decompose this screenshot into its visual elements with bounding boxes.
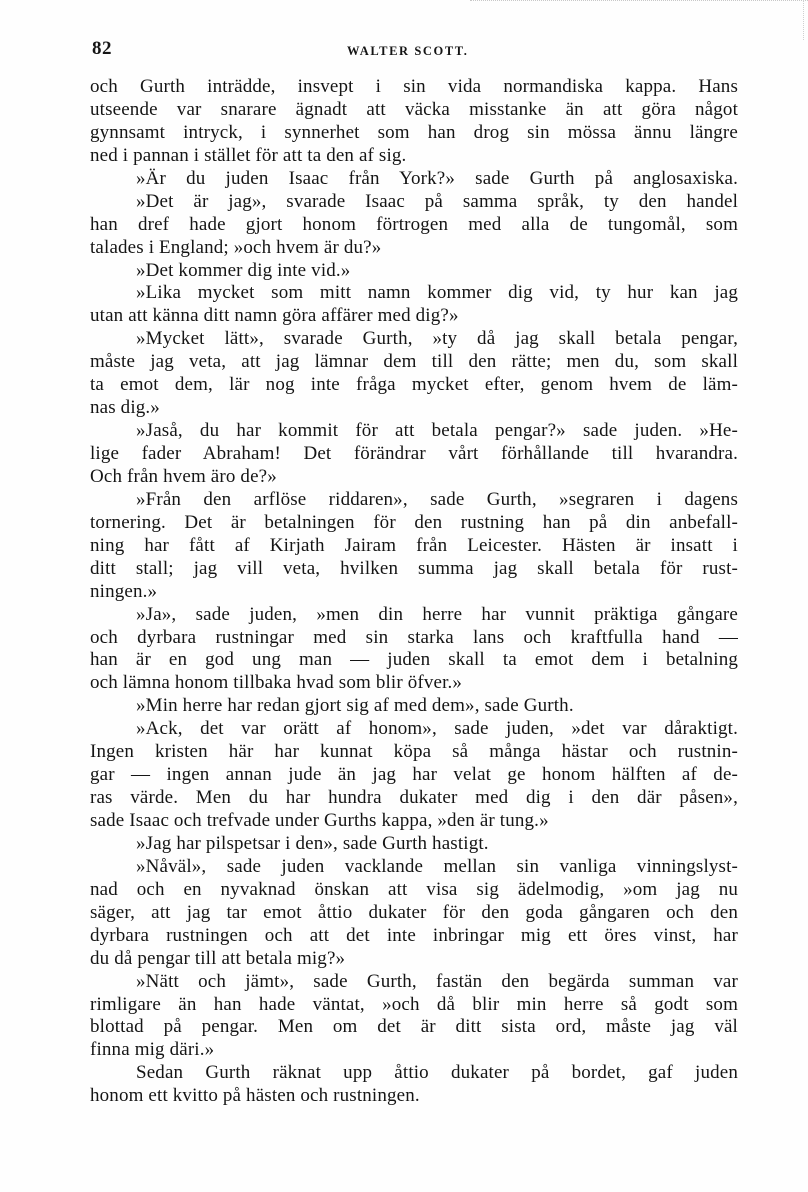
- running-head: WALTER SCOTT.: [347, 44, 469, 58]
- text-line: och lämna honom tillbaka hvad som blir öfver.»: [90, 672, 463, 694]
- text-line: utan att känna ditt namn göra affärer med dig?»: [90, 305, 459, 327]
- text-line: Ingen kristen här har kunnat köpa så många hästar och rustnin-: [90, 741, 738, 763]
- text-line: rimligare än han hade väntat, »och då blir min herre så godt som: [90, 993, 738, 1015]
- text-line: utseende var snarare ägnadt att väcka misstanke än att göra något: [90, 98, 738, 120]
- scan-border-top: [470, 0, 808, 3]
- text-line: ta emot dem, lär nog inte fråga mycket efter, genom hvem de läm-: [90, 374, 738, 396]
- text-line: gynnsamt intryck, i synnerhet som han drog sin mössa ännu längre: [90, 121, 738, 143]
- text-line: »Lika mycket som mitt namn kommer dig vid, ty hur kan jag: [136, 282, 738, 304]
- text-line: »Nätt och jämt», sade Gurth, fastän den begärda summan var: [136, 970, 738, 992]
- text-line: och Gurth inträdde, insvept i sin vida normandiska kappa. Hans: [90, 76, 738, 97]
- text-line: dyrbara rustningen och att det inte inbringar mig ett öres vinst, har: [90, 924, 738, 946]
- text-line: och dyrbara rustningar med sin starka lans och kraftfulla hand —: [90, 626, 738, 648]
- text-line: finna mig däri.»: [90, 1039, 215, 1061]
- text-line: sade Isaac och trefvade under Gurths kappa, »den är tung.»: [90, 810, 549, 831]
- text-line: »Det kommer dig inte vid.»: [136, 259, 351, 281]
- text-line: »Mycket lätt», svarade Gurth, »ty då jag skall betala pengar,: [136, 328, 738, 350]
- text-line: »Ack, det var orätt af honom», sade juden, »det var dåraktigt.: [136, 718, 738, 740]
- text-line: »Är du juden Isaac från York?» sade Gurth på anglosaxiska.: [136, 167, 738, 189]
- text-line: ningen.»: [90, 580, 158, 602]
- page-number: 82: [92, 38, 112, 59]
- text-line: blottad på pengar. Men om det är ditt sista ord, måste jag väl: [90, 1016, 738, 1038]
- text-line: han dref hade gjort honom förtrogen med alla de tungomål, som: [90, 213, 738, 235]
- text-line: »Jaså, du har kommit för att betala pengar?» sade juden. »He-: [136, 420, 738, 442]
- text-line: måste jag veta, att jag lämnar dem till den rätte; men du, som skall: [90, 351, 738, 373]
- text-line: »Ja», sade juden, »men din herre har vunnit präktiga gångare: [136, 603, 738, 625]
- text-line: gar — ingen annan jude än jag har velat ge honom hälften af de-: [90, 764, 738, 786]
- text-line: du då pengar till att betala mig?»: [90, 947, 346, 969]
- body-text: [90, 76, 738, 1108]
- scan-border-right: [802, 0, 804, 40]
- text-line: säger, att jag tar emot åttio dukater för den goda gångaren och den: [90, 901, 738, 923]
- text-line: »Det är jag», svarade Isaac på samma språk, ty den handel: [136, 190, 738, 212]
- text-line: ras värde. Men du har hundra dukater med dig i den där påsen»,: [90, 787, 738, 809]
- text-line: »Från den arflöse riddaren», sade Gurth, »segraren i dagens: [136, 488, 738, 510]
- text-line: tornering. Det är betalningen för den rustning han på din anbefall-: [90, 511, 738, 533]
- text-line: talades i England; »och hvem är du?»: [90, 236, 382, 258]
- text-line: lige fader Abraham! Det förändrar vårt förhållande till hvarandra.: [90, 443, 738, 464]
- text-line: Sedan Gurth räknat upp åttio dukater på bordet, gaf juden: [136, 1062, 738, 1084]
- text-line: han är en god ung man — juden skall ta emot dem i betalning: [90, 649, 738, 671]
- text-line: »Min herre har redan gjort sig af med dem», sade Gurth.: [136, 695, 574, 717]
- text-line: Och från hvem äro de?»: [90, 465, 277, 487]
- page-header: [92, 38, 738, 64]
- text-line: honom ett kvitto på hästen och rustningen.: [90, 1085, 420, 1107]
- text-line: nad och en nyvaknad önskan att visa sig ädelmodig, »om jag nu: [90, 878, 738, 900]
- text-line: »Jag har pilspetsar i den», sade Gurth hastigt.: [136, 832, 489, 854]
- text-line: ned i pannan i stället för att ta den af sig.: [90, 144, 407, 166]
- text-line: ditt stall; jag vill veta, hvilken summa jag skall betala för rust-: [90, 557, 738, 579]
- text-line: ning har fått af Kirjath Jairam från Leicester. Hästen är insatt i: [90, 534, 738, 556]
- text-line: nas dig.»: [90, 397, 160, 419]
- text-line: »Nåväl», sade juden vacklande mellan sin vanliga vinningslyst-: [136, 855, 738, 877]
